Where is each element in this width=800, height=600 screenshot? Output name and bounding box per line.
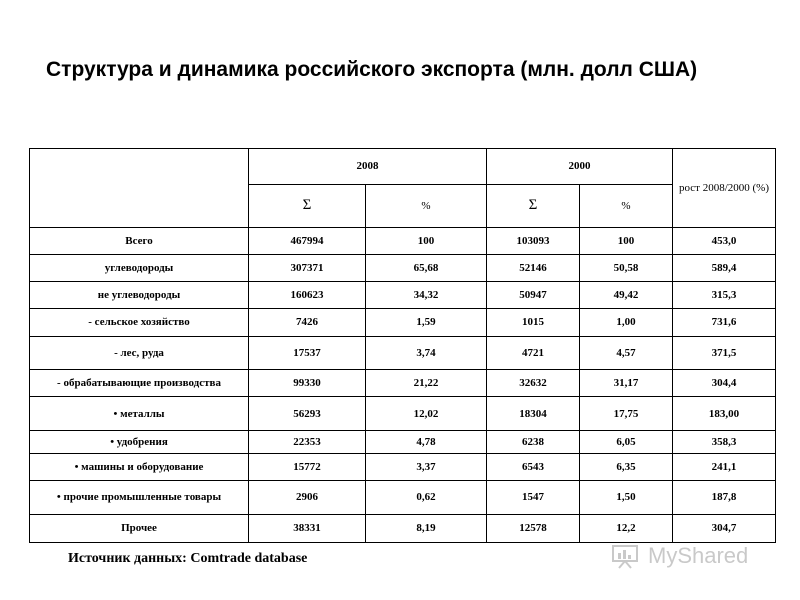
- source-note: Источник данных: Comtrade database: [68, 551, 308, 566]
- table-cell: 1547: [487, 481, 580, 515]
- row-label: • металлы: [30, 397, 249, 431]
- row-label: Всего: [30, 227, 249, 254]
- table-cell: 100: [366, 227, 487, 254]
- table-cell: 103093: [487, 227, 580, 254]
- header-sum-2008: Σ: [249, 184, 366, 227]
- row-label: • удобрения: [30, 430, 249, 453]
- watermark: [606, 541, 766, 571]
- export-table: [29, 148, 776, 543]
- page-title: Структура и динамика российского экспорта (млн. долл США): [46, 58, 698, 81]
- table-cell: 8,19: [366, 514, 487, 542]
- table-cell: 160623: [249, 282, 366, 309]
- table-row: [30, 282, 776, 309]
- table-cell: 49,42: [580, 282, 673, 309]
- row-label: - обрабатывающие производства: [30, 370, 249, 397]
- table-cell: 6,05: [580, 430, 673, 453]
- table-cell: 241,1: [673, 453, 776, 480]
- table-cell: 15772: [249, 453, 366, 480]
- table-cell: 307371: [249, 254, 366, 281]
- table-cell: 17,75: [580, 397, 673, 431]
- header-empty-cell: [30, 149, 249, 228]
- row-label: - лес, руда: [30, 336, 249, 370]
- table-cell: 50947: [487, 282, 580, 309]
- table-row: [30, 254, 776, 281]
- table-cell: 4,57: [580, 336, 673, 370]
- table-row: [30, 397, 776, 431]
- row-label: - сельское хозяйство: [30, 309, 249, 336]
- table-cell: 4721: [487, 336, 580, 370]
- table-cell: 3,37: [366, 453, 487, 480]
- table-row: [30, 481, 776, 515]
- table-cell: 1,59: [366, 309, 487, 336]
- table-cell: 6238: [487, 430, 580, 453]
- table-cell: 100: [580, 227, 673, 254]
- table-row: [30, 370, 776, 397]
- table-cell: 0,62: [366, 481, 487, 515]
- table-cell: 4,78: [366, 430, 487, 453]
- table-cell: 12,2: [580, 514, 673, 542]
- table-row: [30, 309, 776, 336]
- table-cell: 731,6: [673, 309, 776, 336]
- table-cell: 52146: [487, 254, 580, 281]
- watermark-text: MyShared: [648, 543, 749, 568]
- table-cell: 18304: [487, 397, 580, 431]
- table-cell: 589,4: [673, 254, 776, 281]
- table-cell: 65,68: [366, 254, 487, 281]
- table-cell: 315,3: [673, 282, 776, 309]
- table-cell: 12578: [487, 514, 580, 542]
- table-cell: 50,58: [580, 254, 673, 281]
- table-cell: 21,22: [366, 370, 487, 397]
- header-pct-2000: %: [580, 184, 673, 227]
- row-label: • машины и оборудование: [30, 453, 249, 480]
- table-cell: 1015: [487, 309, 580, 336]
- table-cell: 1,00: [580, 309, 673, 336]
- table-cell: 56293: [249, 397, 366, 431]
- row-label: не углеводороды: [30, 282, 249, 309]
- table-cell: 304,7: [673, 514, 776, 542]
- table-cell: 183,00: [673, 397, 776, 431]
- table-cell: 467994: [249, 227, 366, 254]
- table-row: [30, 453, 776, 480]
- row-label: • прочие промышленные товары: [30, 481, 249, 515]
- table-cell: 99330: [249, 370, 366, 397]
- table-cell: 3,74: [366, 336, 487, 370]
- table-cell: 38331: [249, 514, 366, 542]
- header-row-years: [30, 149, 776, 185]
- table-cell: 187,8: [673, 481, 776, 515]
- presentation-board-icon: [610, 543, 640, 569]
- table-row: [30, 430, 776, 453]
- table-cell: 12,02: [366, 397, 487, 431]
- row-label: Прочее: [30, 514, 249, 542]
- table-body: [30, 227, 776, 542]
- table-cell: 17537: [249, 336, 366, 370]
- table-cell: 6,35: [580, 453, 673, 480]
- header-sum-2000: Σ: [487, 184, 580, 227]
- table-cell: 34,32: [366, 282, 487, 309]
- table-cell: 358,3: [673, 430, 776, 453]
- header-pct-2008: %: [366, 184, 487, 227]
- table-cell: 453,0: [673, 227, 776, 254]
- table-cell: 6543: [487, 453, 580, 480]
- table-cell: 304,4: [673, 370, 776, 397]
- table-cell: 7426: [249, 309, 366, 336]
- header-year-2008: 2008: [249, 149, 487, 185]
- table-row: [30, 514, 776, 542]
- table-cell: 1,50: [580, 481, 673, 515]
- header-growth-label: рост 2008/2000 (%): [678, 181, 769, 194]
- table-cell: 2906: [249, 481, 366, 515]
- table-cell: 371,5: [673, 336, 776, 370]
- table-row: [30, 227, 776, 254]
- table-cell: 22353: [249, 430, 366, 453]
- header-growth: [673, 149, 776, 228]
- header-year-2000: 2000: [487, 149, 673, 185]
- table-cell: 32632: [487, 370, 580, 397]
- row-label: углеводороды: [30, 254, 249, 281]
- table-row: [30, 336, 776, 370]
- table-cell: 31,17: [580, 370, 673, 397]
